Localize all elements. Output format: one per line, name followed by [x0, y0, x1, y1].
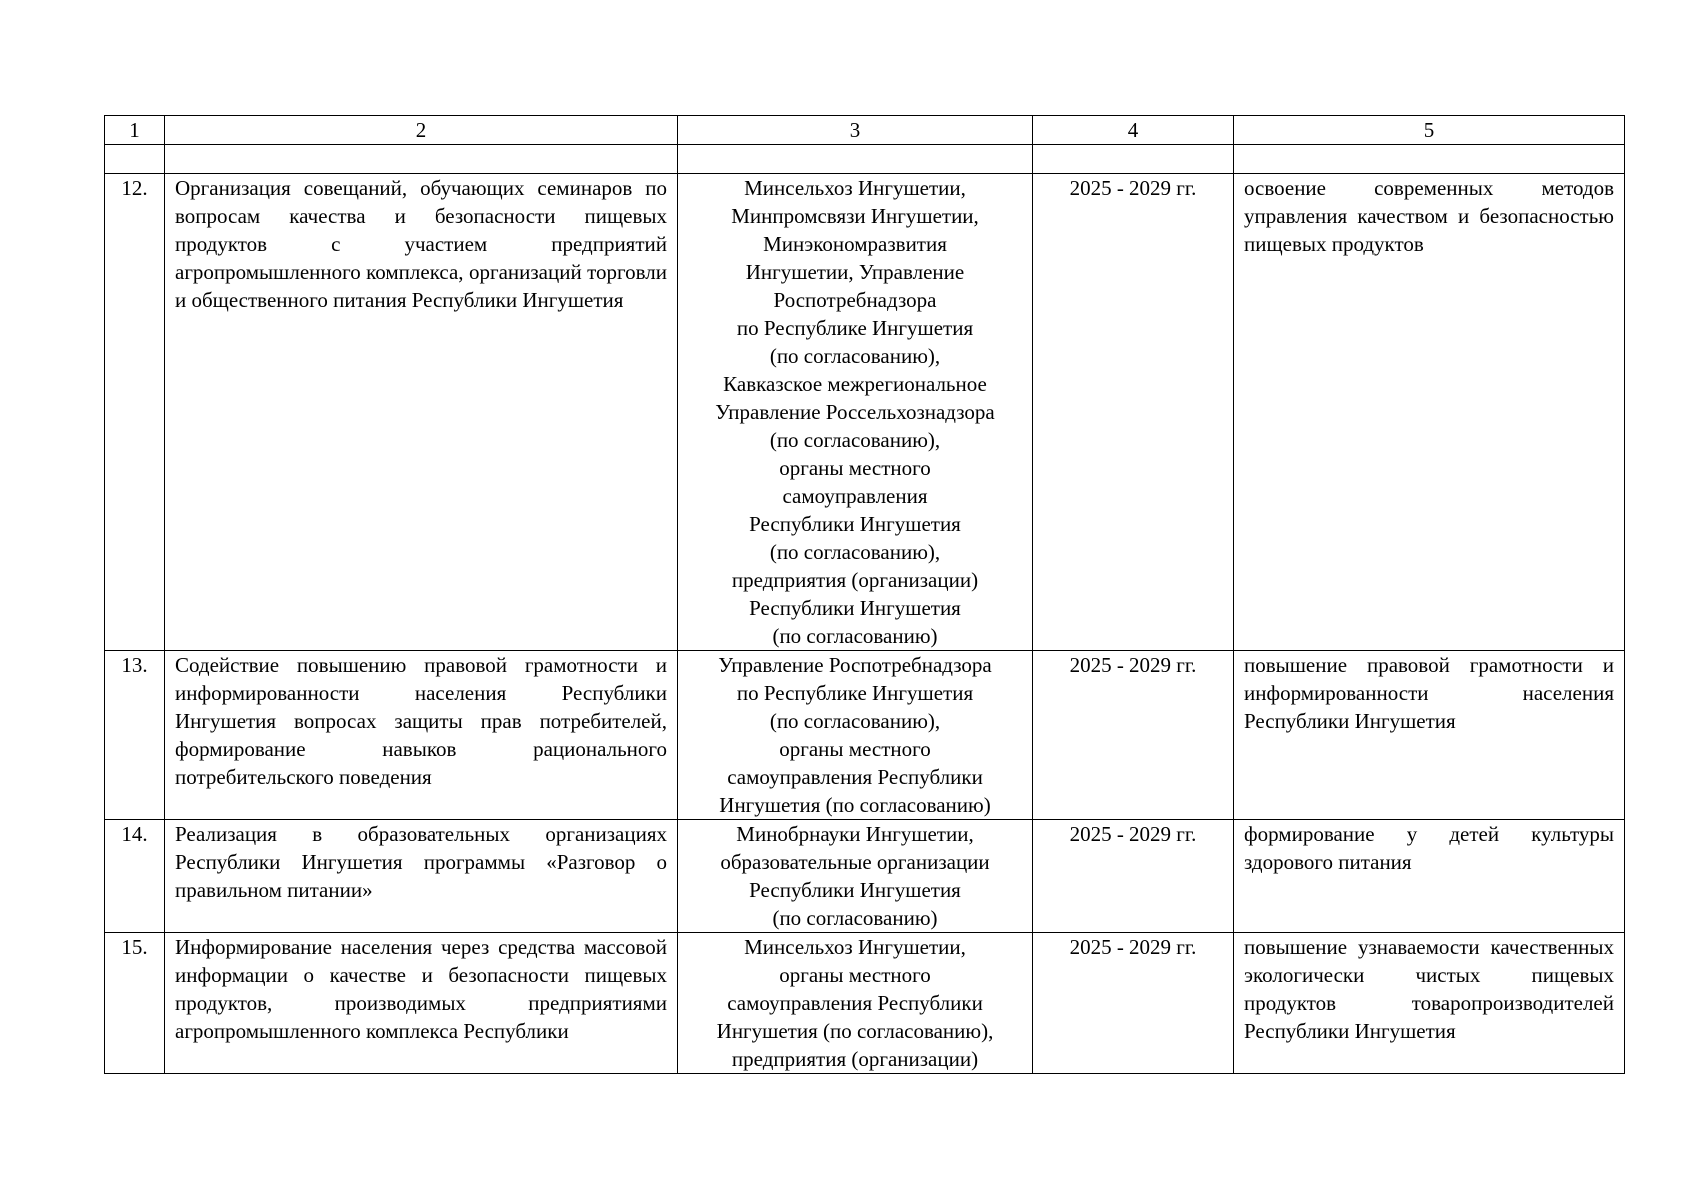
executor-line: Минпромсвязи Ингушетии, [731, 204, 979, 228]
row-number: 15. [105, 933, 165, 1074]
executor-line: Минсельхоз Ингушетии, [744, 935, 966, 959]
period-cell: 2025 - 2029 гг. [1033, 651, 1234, 820]
executor-line: (по согласованию), [769, 540, 941, 564]
row-number: 12. [105, 174, 165, 651]
result-cell: освоение современных методов управления качеством и безопасностью пищевых продуктов [1234, 174, 1625, 651]
document-page [104, 115, 1624, 1074]
column-number: 1 [105, 116, 165, 145]
executor-line: Минобрнауки Ингушетии, [736, 822, 974, 846]
executors-cell [678, 174, 1033, 651]
executor-line: Минсельхоз Ингушетии, [744, 176, 966, 200]
action-cell: Реализация в образовательных организациях Республики Ингушетия программы «Разговор о правильном питании» [165, 820, 678, 933]
executors-cell [678, 820, 1033, 933]
empty-cell [165, 145, 678, 174]
executor-line: Управление Роспотребнадзора [718, 653, 992, 677]
executor-line: Роспотребнадзора [773, 288, 937, 312]
column-number: 3 [678, 116, 1033, 145]
executor-line: Республики Ингушетия [749, 596, 961, 620]
action-cell: Организация совещаний, обучающих семинаров по вопросам качества и безопасности пищевых продуктов с участием предприятий агропромышленного комплекса, организаций торговли и общественного питания Республики Ингушетия [165, 174, 678, 651]
executor-line: предприятия (организации) [731, 1047, 979, 1071]
executor-line: Ингушетия (по согласованию), [716, 1019, 994, 1043]
period-cell: 2025 - 2029 гг. [1033, 820, 1234, 933]
executor-line: образовательные организации [720, 850, 990, 874]
executor-line: органы местного [779, 737, 931, 761]
executor-line: (по согласованию), [769, 344, 941, 368]
executor-line: (по согласованию) [772, 624, 938, 648]
empty-row [105, 145, 1625, 174]
executor-line: Республики Ингушетия [749, 512, 961, 536]
column-number: 5 [1234, 116, 1625, 145]
executors-cell [678, 651, 1033, 820]
executor-line: органы местного [779, 456, 931, 480]
empty-cell [678, 145, 1033, 174]
executor-line: Управление Россельхознадзора [715, 400, 995, 424]
result-cell: повышение правовой грамотности и информированности населения Республики Ингушетия [1234, 651, 1625, 820]
result-cell: повышение узнаваемости качественных экологически чистых пищевых продуктов товаропроизводителей Республики Ингушетия [1234, 933, 1625, 1074]
action-cell: Информирование населения через средства массовой информации о качестве и безопасности пищевых продуктов, производимых предприятиями агропромышленного комплекса Республики [165, 933, 678, 1074]
period-cell: 2025 - 2029 гг. [1033, 933, 1234, 1074]
result-cell: формирование у детей культуры здорового питания [1234, 820, 1625, 933]
column-number: 2 [165, 116, 678, 145]
action-cell: Содействие повышению правовой грамотности и информированности населения Республики Ингушетия вопросах защиты прав потребителей, формирование навыков рационального потребительского поведения [165, 651, 678, 820]
executors-cell [678, 933, 1033, 1074]
column-number: 4 [1033, 116, 1234, 145]
executor-line: Минэкономразвития [763, 232, 947, 256]
table-row [105, 651, 1625, 820]
executor-line: Ингушетия (по согласованию) [719, 793, 991, 817]
table-row [105, 174, 1625, 651]
executor-line: самоуправления Республики [727, 991, 983, 1015]
empty-cell [105, 145, 165, 174]
executor-line: органы местного [779, 963, 931, 987]
table-row [105, 820, 1625, 933]
period-cell: 2025 - 2029 гг. [1033, 174, 1234, 651]
executor-line: самоуправления [782, 484, 928, 508]
executor-line: самоуправления Республики [727, 765, 983, 789]
table-row [105, 933, 1625, 1074]
executor-line: (по согласованию) [772, 906, 938, 930]
empty-cell [1234, 145, 1625, 174]
executor-line: (по согласованию), [769, 709, 941, 733]
executor-line: Ингушетии, Управление [745, 260, 965, 284]
executor-line: Республики Ингушетия [749, 878, 961, 902]
executor-line: по Республике Ингушетия [736, 316, 974, 340]
measures-table [104, 115, 1625, 1074]
executor-line: (по согласованию), [769, 428, 941, 452]
executor-line: по Республике Ингушетия [736, 681, 974, 705]
empty-cell [1033, 145, 1234, 174]
row-number: 14. [105, 820, 165, 933]
executor-line: предприятия (организации) [731, 568, 979, 592]
executor-line: Кавказское межрегиональное [723, 372, 987, 396]
row-number: 13. [105, 651, 165, 820]
column-number-row [105, 116, 1625, 145]
